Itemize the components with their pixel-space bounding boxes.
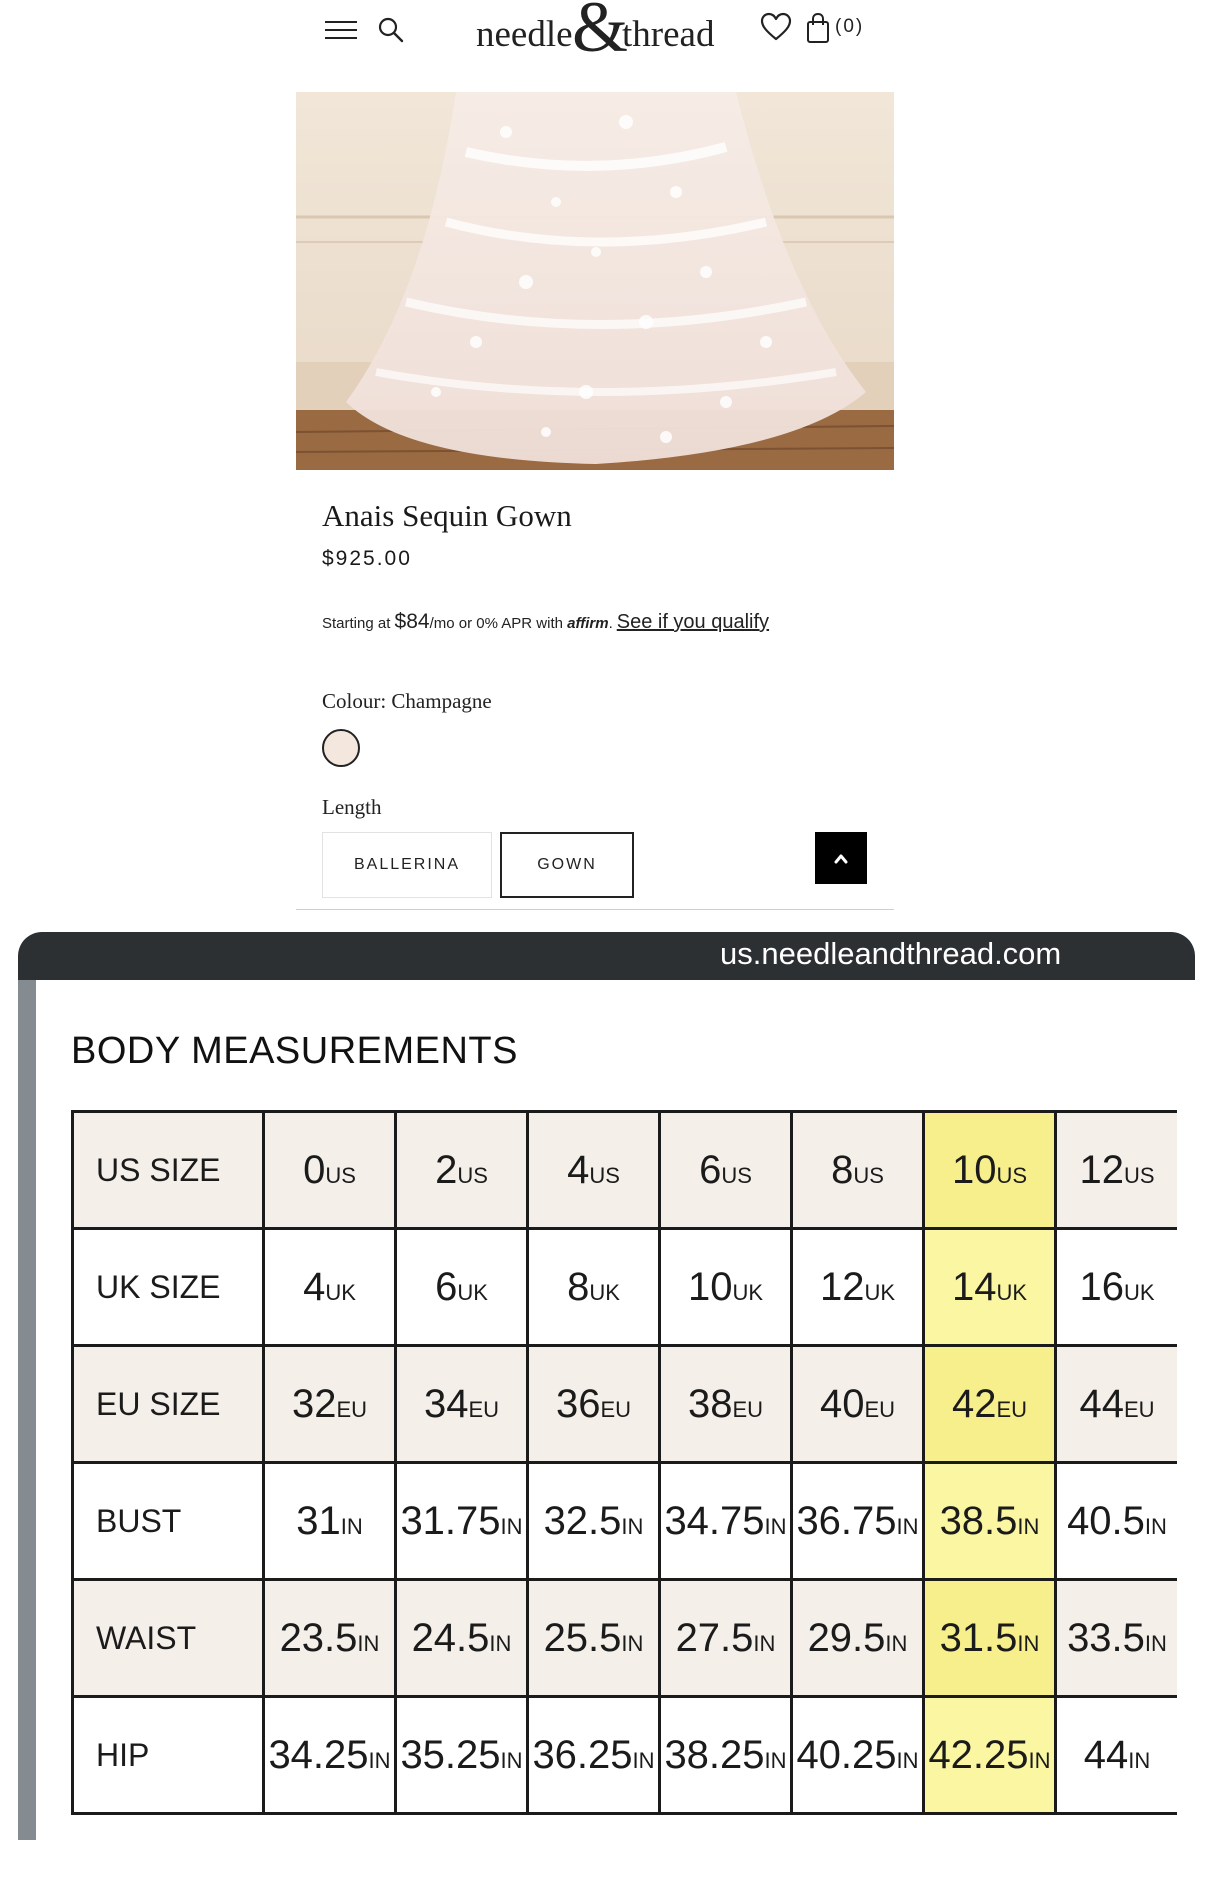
size-chart-cell [1056,1229,1178,1346]
size-chart-row-label: EU SIZE [73,1346,264,1463]
size-chart-cell [396,1463,528,1580]
size-chart-cell [264,1229,396,1346]
size-chart-row [73,1697,1178,1814]
size-chart-table [71,1110,1177,1815]
menu-icon[interactable] [325,16,357,44]
affirm-logo: affirm [567,615,609,632]
size-value: 44 [1079,1381,1124,1426]
size-unit: UK [732,1279,764,1305]
size-value: 4 [303,1264,326,1309]
size-chart-row [73,1112,1178,1229]
size-chart-cell [660,1346,792,1463]
size-unit: US [853,1162,884,1188]
size-chart-cell [1056,1463,1178,1580]
size-value: 36 [555,1381,601,1426]
size-chart-cell [792,1697,924,1814]
size-chart-cell [264,1463,396,1580]
size-value: 10 [951,1147,997,1192]
chevron-up-icon [815,832,867,884]
size-chart-cell [264,1346,396,1463]
size-value: 4 [567,1147,590,1192]
size-chart-cell [792,1229,924,1346]
size-chart-cell [1056,1346,1178,1463]
size-unit: IN [621,1630,644,1656]
size-value: 38 [687,1381,733,1426]
length-option-ballerina[interactable]: BALLERINA [322,832,492,898]
size-chart-cell [528,1697,660,1814]
size-unit: IN [896,1747,919,1773]
size-value: 12 [819,1264,865,1309]
size-value: 14 [951,1264,997,1309]
product-image[interactable] [296,92,894,470]
size-value: 29.5 [807,1615,886,1660]
size-value: 35.25 [400,1732,501,1777]
brand-word-thread: thread [622,14,715,55]
size-value: 31.5 [939,1615,1018,1660]
size-value: 40.25 [796,1732,897,1777]
size-chart-cell [528,1112,660,1229]
size-value: 32.5 [543,1498,622,1543]
size-chart-cell [528,1346,660,1463]
size-chart-cell [396,1346,528,1463]
size-unit: US [1123,1162,1155,1188]
colour-swatch-champagne[interactable] [322,729,360,767]
size-value: 32 [291,1381,337,1426]
sheet-frame [18,980,36,1840]
size-chart-cell [660,1112,792,1229]
size-value: 36.25 [532,1732,633,1777]
size-unit: EU [600,1396,632,1422]
financing-amount: $84 [394,610,430,633]
size-unit: IN [1028,1747,1051,1773]
financing-message [322,610,769,634]
product-name: Anais Sequin Gown [322,498,572,533]
size-unit: IN [764,1747,787,1773]
size-unit: IN [896,1513,919,1539]
size-unit: IN [753,1630,776,1656]
size-chart-cell [396,1697,528,1814]
brand-logo[interactable] [460,0,730,67]
size-unit: IN [885,1630,908,1656]
size-chart-row [73,1346,1178,1463]
size-value: 8 [831,1147,854,1192]
size-unit: UK [1123,1279,1155,1305]
size-chart-cell [528,1229,660,1346]
size-chart-cell [660,1580,792,1697]
heart-icon[interactable] [760,12,792,42]
size-chart-cell [792,1346,924,1463]
size-unit: UK [996,1279,1028,1305]
size-value: 33.5 [1067,1615,1145,1660]
size-chart-cell [660,1229,792,1346]
size-value: 6 [699,1147,722,1192]
size-value: 40 [819,1381,865,1426]
size-chart-cell [528,1463,660,1580]
size-unit: EU [336,1396,368,1422]
divider [296,909,894,910]
size-chart-row [73,1580,1178,1697]
size-chart-cell [924,1580,1056,1697]
size-unit: US [589,1162,620,1188]
financing-suffix: /mo or 0% APR with [429,615,568,632]
size-unit: IN [489,1630,512,1656]
size-chart-row [73,1463,1178,1580]
size-chart-cell [660,1697,792,1814]
size-chart-cell [264,1580,396,1697]
size-value: 44 [1083,1732,1129,1777]
brand-ampersand: & [572,0,629,67]
size-unit: IN [357,1630,380,1656]
size-chart-row-label: UK SIZE [73,1229,264,1346]
size-chart-cell [1056,1697,1178,1814]
size-chart-cell [924,1463,1056,1580]
size-chart-cell [924,1229,1056,1346]
size-unit: UK [457,1279,488,1305]
size-unit: IN [1128,1747,1151,1773]
size-unit: IN [340,1513,363,1539]
size-value: 38.25 [664,1732,765,1777]
size-unit: IN [1144,1513,1167,1539]
size-value: 40.5 [1067,1498,1145,1543]
size-unit: US [996,1162,1028,1188]
size-chart-cell [660,1463,792,1580]
size-chart-cell [924,1697,1056,1814]
size-unit: US [325,1162,356,1188]
size-unit: UK [325,1279,356,1305]
size-value: 0 [303,1147,326,1192]
size-unit: UK [864,1279,896,1305]
size-unit: EU [864,1396,896,1422]
size-unit: IN [632,1747,655,1773]
size-value: 38.5 [939,1498,1018,1543]
size-chart-row [73,1229,1178,1346]
size-value: 12 [1079,1147,1124,1192]
size-chart-cell [528,1580,660,1697]
size-value: 27.5 [675,1615,754,1660]
size-unit: EU [468,1396,500,1422]
size-unit: IN [368,1747,391,1773]
size-chart-cell [1056,1580,1178,1697]
size-unit: US [457,1162,488,1188]
size-value: 42 [951,1381,997,1426]
size-chart-cell [396,1580,528,1697]
colour-label: Colour: Champagne [322,689,492,713]
size-value: 2 [435,1147,458,1192]
size-value: 31.75 [400,1498,501,1543]
size-unit: IN [1144,1630,1167,1656]
size-chart-cell [792,1580,924,1697]
see-if-you-qualify-link[interactable]: See if you qualify [616,611,770,633]
size-chart-row-label: US SIZE [73,1112,264,1229]
size-value: 10 [687,1264,733,1309]
length-label: Length [322,795,382,819]
size-chart-cell [396,1112,528,1229]
size-chart-cell [792,1463,924,1580]
size-chart-cell [1056,1112,1178,1229]
financing-prefix: Starting at [322,615,395,632]
size-unit: IN [621,1513,644,1539]
size-value: 36.75 [796,1498,897,1543]
size-unit: US [721,1162,752,1188]
size-unit: IN [764,1513,787,1539]
size-unit: EU [1123,1396,1155,1422]
size-value: 25.5 [543,1615,622,1660]
size-unit: EU [996,1396,1028,1422]
size-value: 34.75 [664,1498,765,1543]
cart-count[interactable]: (0) [835,16,865,37]
size-value: 42.25 [928,1732,1029,1777]
size-unit: IN [500,1513,523,1539]
size-chart-row-label: WAIST [73,1580,264,1697]
browser-url[interactable]: us.needleandthread.com [720,936,1062,971]
size-chart-title: BODY MEASUREMENTS [71,1030,518,1072]
size-chart-cell [264,1112,396,1229]
size-chart-cell [792,1112,924,1229]
size-chart-cell [396,1229,528,1346]
size-value: 34 [423,1381,469,1426]
size-chart-cell [264,1697,396,1814]
brand-word-needle: needle [476,14,573,55]
size-value: 23.5 [279,1615,358,1660]
size-unit: EU [732,1396,764,1422]
size-value: 24.5 [411,1615,490,1660]
size-unit: IN [500,1747,523,1773]
size-unit: IN [1017,1630,1040,1656]
size-value: 34.25 [268,1732,369,1777]
size-value: 6 [435,1264,458,1309]
length-option-gown[interactable]: GOWN [500,832,634,898]
size-unit: UK [589,1279,620,1305]
product-price: $925.00 [322,547,412,570]
size-chart-cell [924,1112,1056,1229]
size-chart-cell [924,1346,1056,1463]
size-value: 31 [296,1498,341,1543]
search-icon[interactable] [377,16,405,44]
scroll-to-top-button[interactable] [815,832,867,884]
size-unit: IN [1017,1513,1040,1539]
financing-period: . [608,615,613,632]
size-value: 8 [567,1264,590,1309]
bag-icon[interactable] [805,12,831,44]
size-chart-row-label: HIP [73,1697,264,1814]
size-value: 16 [1079,1264,1124,1309]
size-chart-row-label: BUST [73,1463,264,1580]
